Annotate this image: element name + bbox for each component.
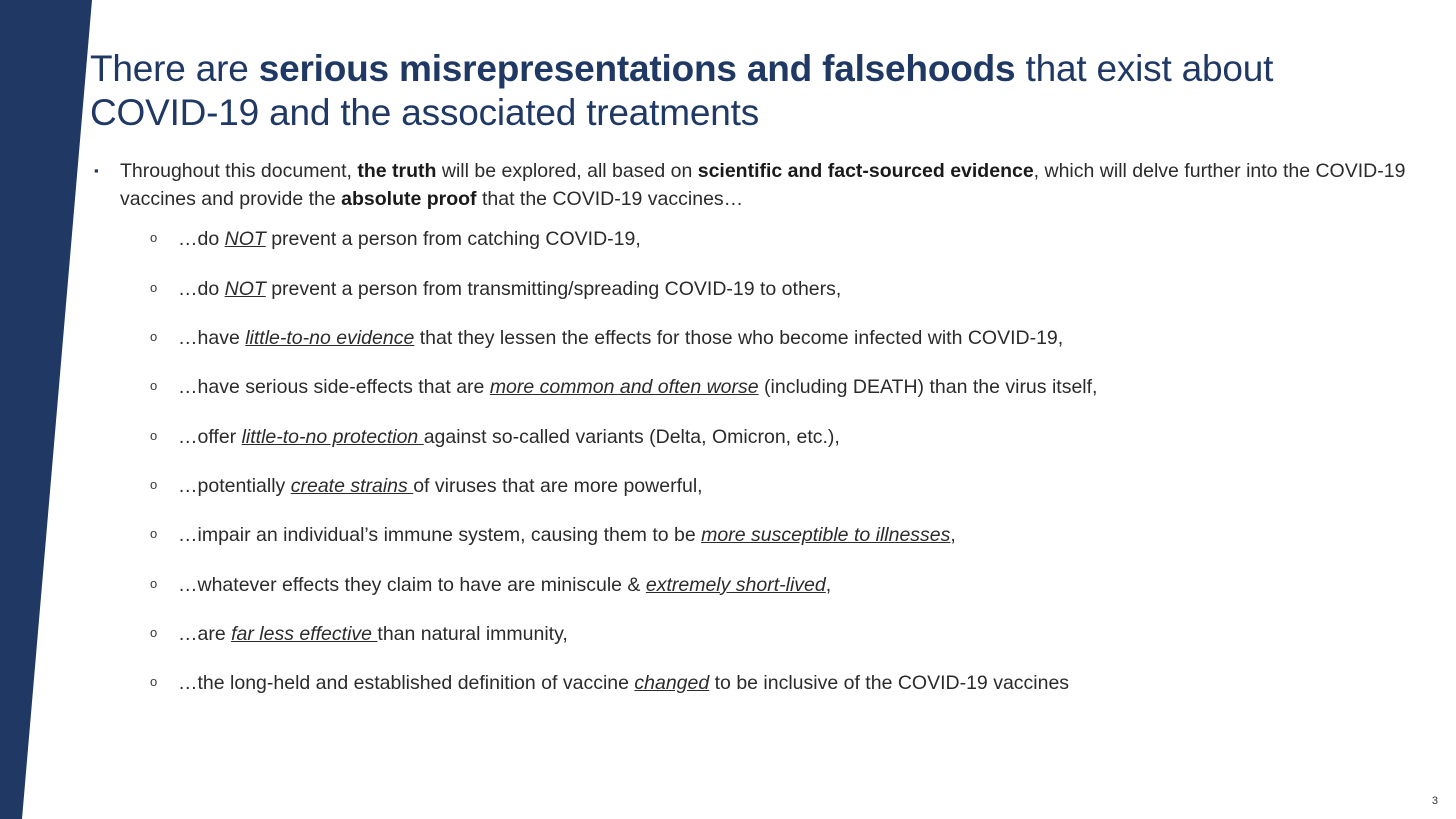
- list-item-emphasis: create strains: [290, 475, 414, 498]
- list-item-emphasis: more common and often worse: [489, 376, 759, 399]
- circle-bullet-icon: o: [150, 230, 158, 246]
- list-item-emphasis: NOT: [224, 277, 266, 300]
- sub-bullet-list: [90, 227, 1420, 696]
- list-item: [90, 523, 1420, 548]
- list-item-pre: …have: [178, 327, 246, 350]
- list-item-post: (including DEATH) than the virus itself,: [758, 376, 1098, 399]
- list-item-emphasis: extremely short-lived: [645, 573, 826, 596]
- circle-bullet-icon: o: [150, 674, 158, 690]
- intro-bold-1: the truth: [357, 160, 437, 182]
- list-item-pre: …have serious side-effects that are: [178, 376, 490, 399]
- list-item-emphasis: far less effective: [231, 623, 378, 646]
- circle-bullet-icon: o: [150, 526, 158, 542]
- circle-bullet-icon: o: [150, 279, 158, 295]
- list-item-post: that they lessen the effects for those who become infected with COVID-19,: [414, 327, 1064, 350]
- list-item-pre: …do: [178, 228, 225, 251]
- square-bullet-icon: ▪: [94, 163, 99, 178]
- intro-bold-3: absolute proof: [341, 187, 477, 210]
- list-item-post: prevent a person from catching COVID-19,: [265, 228, 641, 251]
- list-item: [90, 573, 1420, 598]
- list-item-post: ,: [950, 524, 956, 547]
- intro-seg-3: , which will delve further into the COVID-19 vaccines and provide the: [120, 160, 1406, 210]
- slide-body: [90, 158, 1420, 721]
- list-item-post: than natural immunity,: [377, 623, 568, 646]
- list-item: [90, 474, 1420, 499]
- intro-bold-2: scientific and fact-sourced evidence: [697, 160, 1034, 182]
- list-item-pre: …the long-held and established definition of vaccine: [178, 672, 635, 695]
- title-bold: serious misrepresentations and falsehoods: [258, 47, 1016, 89]
- list-item-post: prevent a person from transmitting/spreading COVID-19 to others,: [265, 277, 842, 300]
- list-item: [90, 227, 1420, 252]
- list-item-emphasis: little-to-no evidence: [245, 327, 415, 350]
- list-item-post: to be inclusive of the COVID-19 vaccines: [709, 672, 1070, 695]
- list-item-emphasis: changed: [634, 672, 710, 695]
- list-item-emphasis: more susceptible to illnesses: [701, 524, 951, 547]
- list-item-post: of viruses that are more powerful,: [413, 475, 703, 498]
- list-item-emphasis: little-to-no protection: [241, 425, 424, 448]
- circle-bullet-icon: o: [150, 575, 158, 591]
- title-part-2: that exist about COVID-19 and the associated treatments: [90, 47, 1274, 134]
- intro-bullet: [90, 158, 1420, 213]
- list-item-pre: …potentially: [178, 475, 291, 498]
- circle-bullet-icon: o: [150, 427, 158, 443]
- intro-seg-4: that the COVID-19 vaccines…: [476, 187, 744, 210]
- list-item-post: ,: [825, 573, 832, 596]
- list-item-post: against so-called variants (Delta, Omicron, etc.),: [423, 425, 840, 448]
- page-number: 3: [1431, 795, 1438, 807]
- list-item-pre: …do: [178, 277, 225, 300]
- list-item-emphasis: NOT: [224, 228, 266, 251]
- list-item: [90, 375, 1420, 400]
- list-item: [90, 425, 1420, 450]
- circle-bullet-icon: o: [150, 477, 158, 493]
- list-item-pre: …offer: [178, 425, 242, 448]
- intro-seg-2: will be explored, all based on: [436, 160, 698, 182]
- page-title: [90, 47, 1380, 136]
- list-item: [90, 622, 1420, 647]
- title-part-1: There are: [90, 47, 259, 89]
- list-item: [90, 671, 1420, 696]
- list-item: [90, 277, 1420, 302]
- intro-seg-1: Throughout this document,: [120, 160, 358, 182]
- list-item-pre: …are: [178, 623, 232, 646]
- list-item-pre: …impair an individual’s immune system, causing them to be: [178, 524, 702, 547]
- circle-bullet-icon: o: [150, 625, 158, 641]
- list-item: [90, 326, 1420, 351]
- list-item-pre: …whatever effects they claim to have are miniscule &: [178, 573, 646, 596]
- circle-bullet-icon: o: [150, 378, 158, 394]
- decorative-left-wedge: [0, 0, 92, 819]
- circle-bullet-icon: o: [150, 329, 158, 345]
